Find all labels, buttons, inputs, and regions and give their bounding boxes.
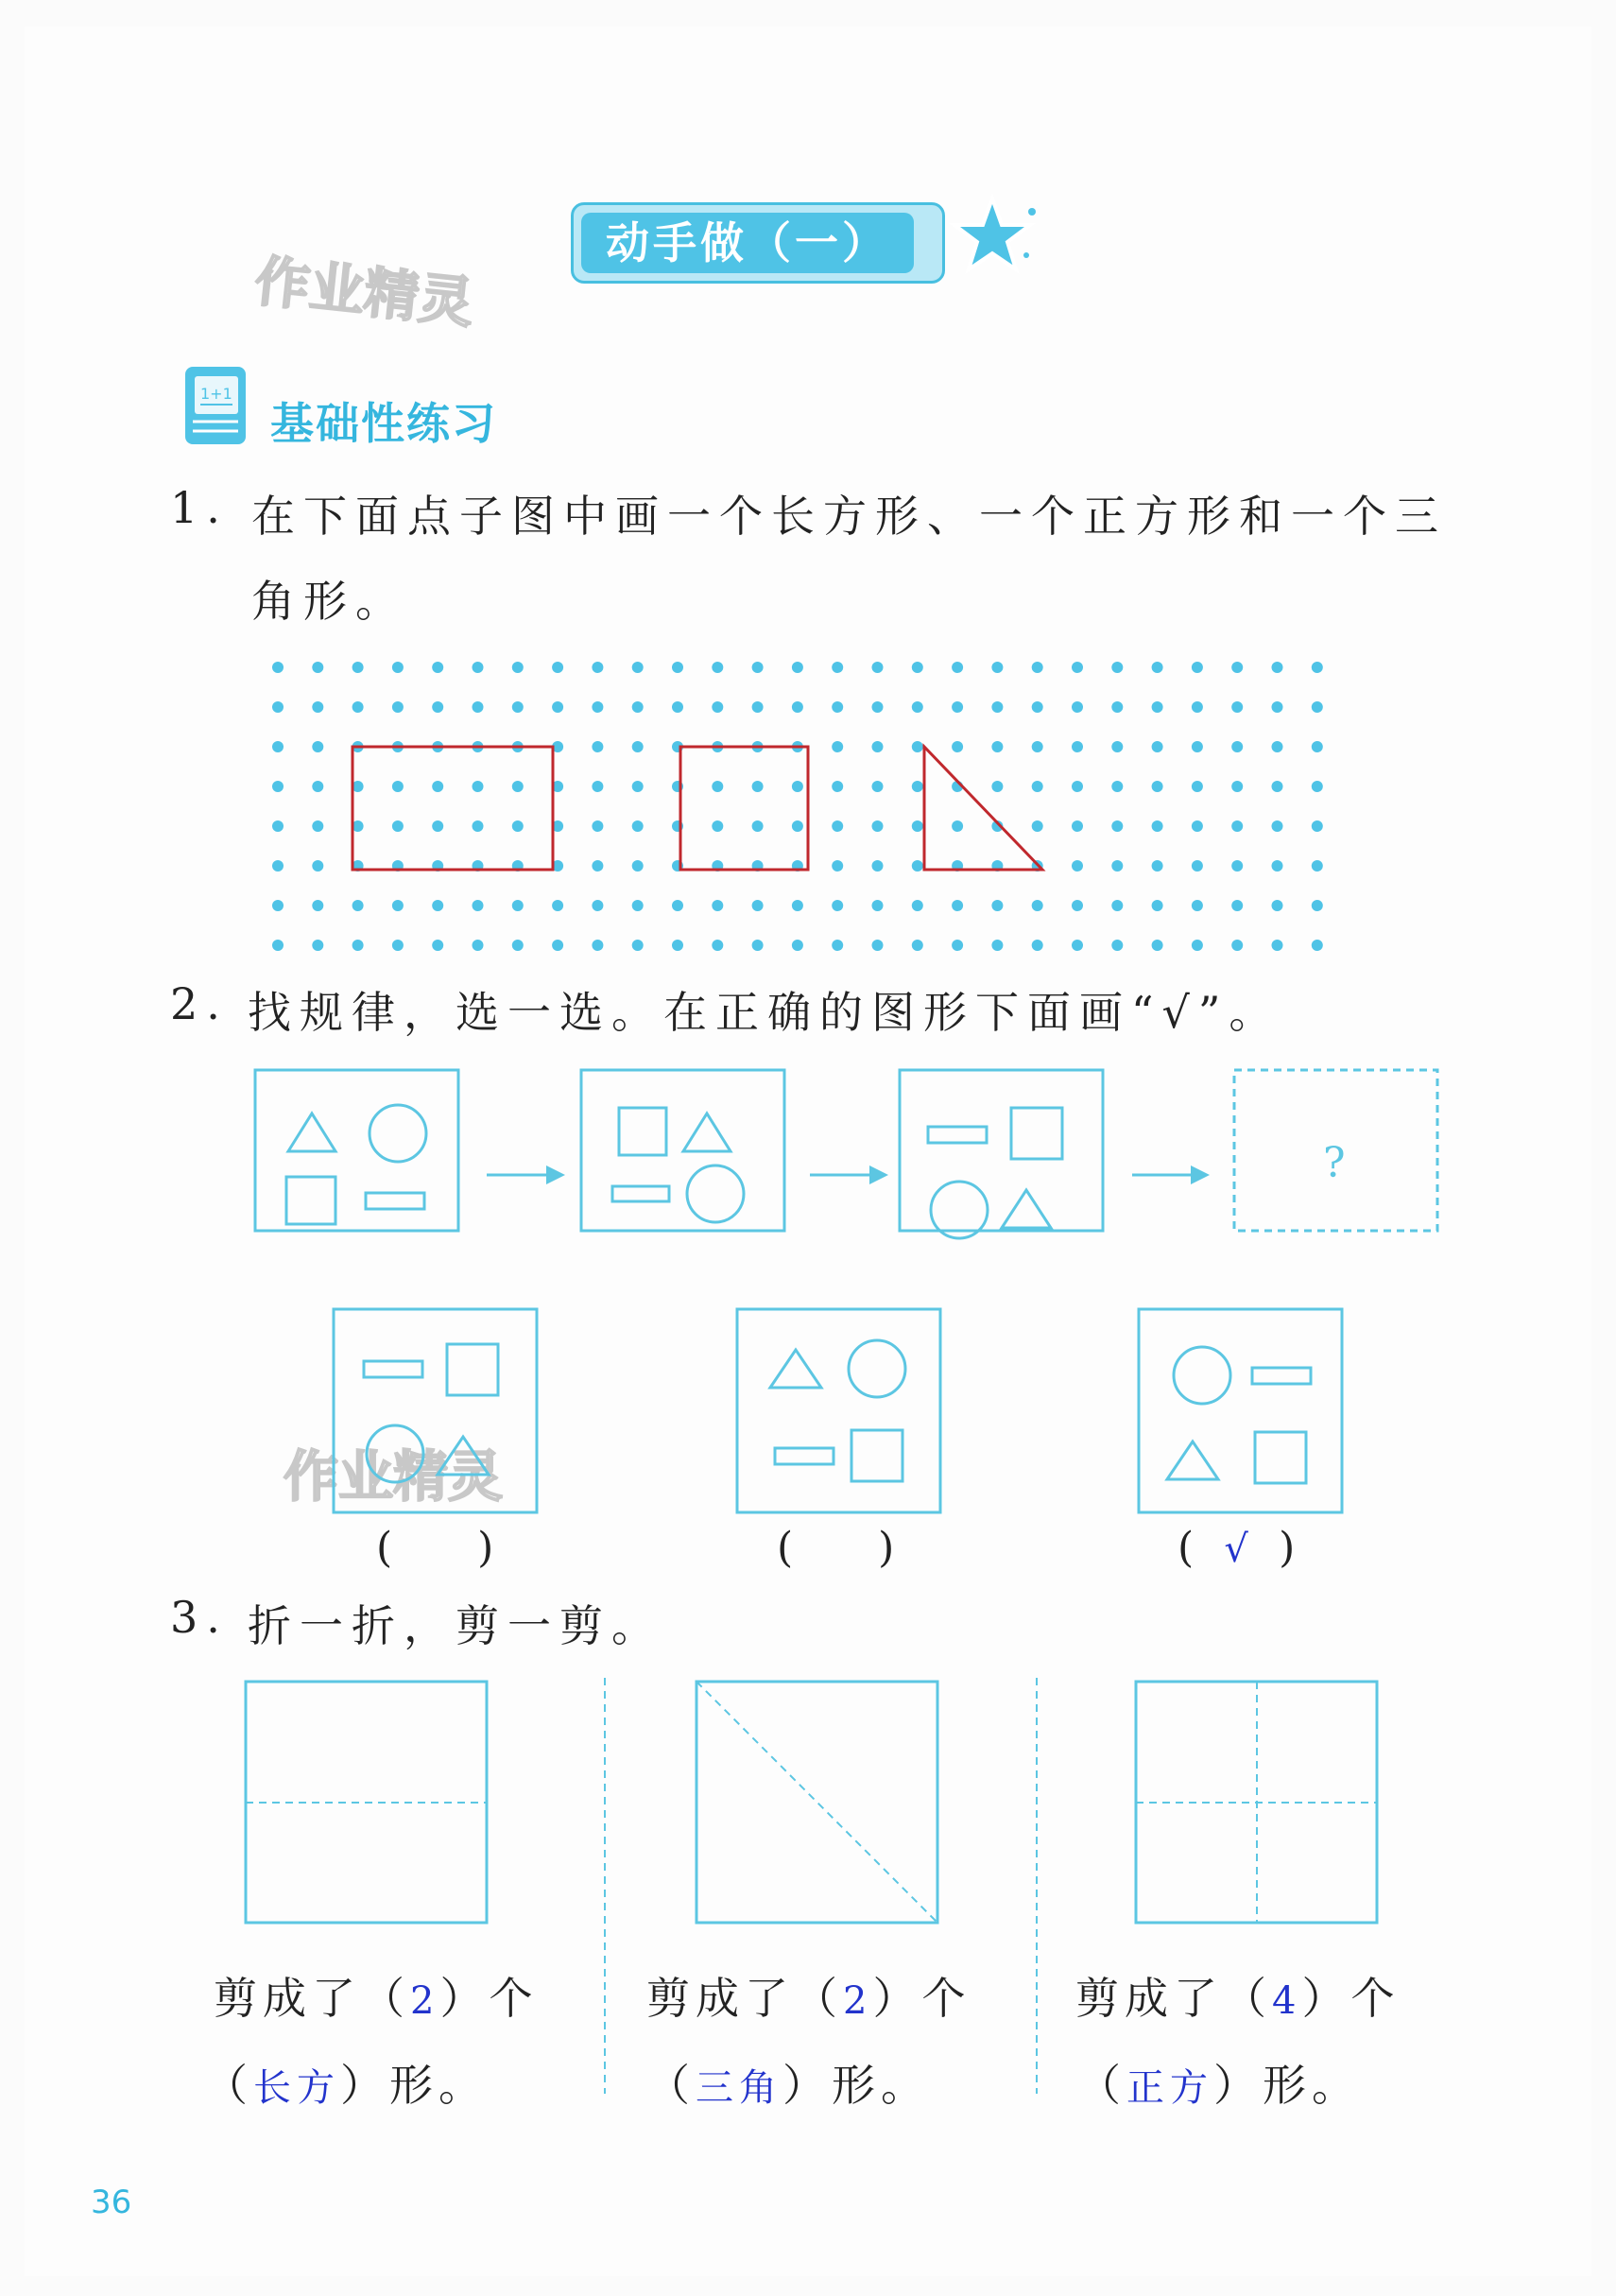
grid-dot bbox=[792, 662, 803, 673]
grid-dot bbox=[432, 781, 443, 792]
grid-dot bbox=[1272, 900, 1283, 911]
drawn-rectangle bbox=[352, 747, 553, 870]
grid-dot bbox=[592, 662, 603, 673]
grid-dot bbox=[1032, 900, 1043, 911]
grid-dot bbox=[272, 820, 284, 832]
grid-dot bbox=[512, 940, 524, 951]
grid-dot bbox=[312, 781, 323, 792]
question2-number: 2. bbox=[170, 978, 229, 1029]
grid-dot bbox=[473, 662, 484, 673]
watermark: 作业精灵 bbox=[284, 1444, 504, 1509]
grid-dot bbox=[952, 662, 963, 673]
grid-dot bbox=[872, 900, 884, 911]
grid-dot bbox=[272, 860, 284, 872]
grid-dot bbox=[872, 662, 884, 673]
grid-dot bbox=[792, 701, 803, 713]
grid-dot bbox=[1152, 940, 1163, 951]
grid-dot bbox=[1231, 900, 1243, 911]
grid-dot bbox=[872, 940, 884, 951]
grid-dot bbox=[1231, 781, 1243, 792]
grid-dot bbox=[792, 900, 803, 911]
circle-shape bbox=[370, 1105, 426, 1162]
grid-dot bbox=[632, 741, 644, 752]
grid-dot bbox=[1072, 741, 1083, 752]
grid-dot bbox=[1032, 662, 1043, 673]
grid-dot bbox=[912, 781, 923, 792]
grid-dot bbox=[1192, 820, 1203, 832]
grid-dot bbox=[792, 940, 803, 951]
watermark: 作业精灵 bbox=[251, 249, 477, 336]
grid-dot bbox=[432, 940, 443, 951]
fold-answer-1-line1: 剪成了（2）个 bbox=[214, 1973, 539, 2024]
grid-dot bbox=[832, 900, 843, 911]
grid-dot bbox=[1272, 662, 1283, 673]
grid-dot bbox=[712, 662, 723, 673]
grid-dot bbox=[1312, 701, 1323, 713]
grid-dot bbox=[872, 741, 884, 752]
grid-dot bbox=[712, 940, 723, 951]
grid-dot bbox=[552, 701, 563, 713]
grid-dot bbox=[672, 701, 683, 713]
grid-dot bbox=[832, 820, 843, 832]
grid-dot bbox=[352, 662, 364, 673]
grid-dot bbox=[432, 820, 443, 832]
grid-dot bbox=[1272, 741, 1283, 752]
grid-dot bbox=[512, 781, 524, 792]
grid-dot bbox=[1312, 940, 1323, 951]
fold-answer-3-line2: （正方）形。 bbox=[1077, 2060, 1361, 2111]
choice-box[interactable] bbox=[334, 1309, 537, 1512]
grid-dot bbox=[392, 781, 404, 792]
grid-dot bbox=[672, 662, 683, 673]
grid-dot bbox=[272, 741, 284, 752]
grid-dot bbox=[1312, 900, 1323, 911]
grid-dot bbox=[312, 820, 323, 832]
grid-dot bbox=[512, 701, 524, 713]
grid-dot bbox=[912, 860, 923, 872]
question2-text: 找规律，选一选。在正确的图形下面画“√”。 bbox=[248, 987, 1281, 1038]
grid-dot bbox=[632, 820, 644, 832]
grid-dot bbox=[1152, 820, 1163, 832]
grid-dot bbox=[352, 701, 364, 713]
page-title: 动手做（一） bbox=[581, 213, 914, 273]
triangle-shape bbox=[683, 1113, 731, 1151]
page-number: 36 bbox=[91, 2184, 132, 2221]
grid-dot bbox=[712, 781, 723, 792]
grid-dot bbox=[1072, 940, 1083, 951]
grid-dot bbox=[1192, 940, 1203, 951]
bar-shape bbox=[364, 1361, 422, 1377]
grid-dot bbox=[473, 900, 484, 911]
circle-shape bbox=[367, 1425, 423, 1482]
grid-dot bbox=[1032, 741, 1043, 752]
grid-dot bbox=[872, 701, 884, 713]
question1-text-cont: 角形。 bbox=[251, 576, 407, 627]
grid-dot bbox=[672, 900, 683, 911]
grid-dot bbox=[752, 701, 764, 713]
grid-dot bbox=[1231, 741, 1243, 752]
grid-dot bbox=[1072, 662, 1083, 673]
fold-line bbox=[696, 1682, 937, 1923]
grid-dot bbox=[473, 940, 484, 951]
grid-dot bbox=[991, 741, 1003, 752]
grid-dot bbox=[952, 741, 963, 752]
grid-dot bbox=[912, 940, 923, 951]
icon-label: 1+1 bbox=[200, 385, 232, 403]
unknown-mark: ? bbox=[1323, 1139, 1346, 1187]
grid-dot bbox=[473, 701, 484, 713]
grid-dot bbox=[872, 781, 884, 792]
notebook-icon bbox=[180, 363, 255, 448]
choice-box[interactable] bbox=[737, 1309, 940, 1512]
grid-dot bbox=[1032, 940, 1043, 951]
grid-dot bbox=[632, 860, 644, 872]
grid-dot bbox=[1072, 781, 1083, 792]
grid-dot bbox=[352, 940, 364, 951]
grid-dot bbox=[432, 662, 443, 673]
grid-dot bbox=[712, 900, 723, 911]
answer-shape[interactable]: 三角 bbox=[696, 2066, 782, 2110]
grid-dot bbox=[552, 900, 563, 911]
grid-dot bbox=[912, 741, 923, 752]
grid-dot bbox=[1192, 701, 1203, 713]
bar-shape bbox=[366, 1193, 424, 1209]
grid-dot bbox=[912, 662, 923, 673]
bar-shape bbox=[612, 1186, 669, 1201]
triangle-shape bbox=[1167, 1441, 1218, 1479]
title-banner bbox=[571, 202, 945, 284]
arrow-head-icon bbox=[546, 1165, 565, 1184]
grid-dot bbox=[272, 940, 284, 951]
drawn-triangle bbox=[924, 747, 1042, 870]
grid-dot bbox=[1312, 820, 1323, 832]
grid-dot bbox=[832, 940, 843, 951]
fold-answer-2-line1: 剪成了（2）个 bbox=[646, 1973, 971, 2024]
grid-dot bbox=[952, 701, 963, 713]
grid-dot bbox=[1152, 701, 1163, 713]
grid-dot bbox=[1111, 900, 1123, 911]
grid-dot bbox=[1192, 662, 1203, 673]
grid-dot bbox=[1072, 701, 1083, 713]
grid-dot bbox=[432, 900, 443, 911]
question3-number: 3. bbox=[170, 1592, 229, 1643]
grid-dot bbox=[1032, 820, 1043, 832]
choice-b-answer[interactable]: ( ) bbox=[777, 1524, 895, 1572]
fold-figures bbox=[236, 1668, 1408, 2103]
grid-dot bbox=[272, 781, 284, 792]
grid-dot bbox=[312, 860, 323, 872]
fold-answer-3-line1: 剪成了（4）个 bbox=[1075, 1973, 1401, 2024]
grid-dot bbox=[473, 781, 484, 792]
grid-dot bbox=[1231, 701, 1243, 713]
grid-dot bbox=[872, 820, 884, 832]
grid-dot bbox=[1072, 820, 1083, 832]
grid-dot bbox=[1272, 860, 1283, 872]
square-shape bbox=[1011, 1108, 1062, 1159]
square-shape bbox=[286, 1177, 335, 1224]
grid-dot bbox=[1111, 701, 1123, 713]
grid-dot bbox=[712, 820, 723, 832]
bar-shape bbox=[928, 1127, 987, 1143]
grid-dot bbox=[792, 820, 803, 832]
grid-dot bbox=[1231, 860, 1243, 872]
grid-dot bbox=[912, 900, 923, 911]
grid-dot bbox=[592, 940, 603, 951]
grid-dot bbox=[752, 900, 764, 911]
grid-dot bbox=[1152, 741, 1163, 752]
grid-dot bbox=[832, 701, 843, 713]
grid-dot bbox=[1312, 741, 1323, 752]
grid-dot bbox=[752, 940, 764, 951]
grid-dot bbox=[632, 781, 644, 792]
grid-dot bbox=[991, 781, 1003, 792]
grid-dot bbox=[632, 701, 644, 713]
triangle-shape bbox=[1002, 1190, 1051, 1228]
grid-dot bbox=[1192, 900, 1203, 911]
answer-count[interactable]: 2 bbox=[843, 1979, 873, 2023]
grid-dot bbox=[1272, 940, 1283, 951]
grid-dot bbox=[312, 900, 323, 911]
grid-dot bbox=[832, 741, 843, 752]
grid-dot bbox=[991, 900, 1003, 911]
answer-shape[interactable]: 长方 bbox=[253, 2066, 340, 2110]
grid-dot bbox=[1111, 781, 1123, 792]
triangle-shape bbox=[770, 1350, 821, 1388]
grid-dot bbox=[752, 781, 764, 792]
choice-box[interactable] bbox=[1139, 1309, 1342, 1512]
drawn-square bbox=[680, 747, 808, 870]
fold-answer-1-line2: （长方）形。 bbox=[204, 2060, 488, 2111]
bar-shape bbox=[1252, 1368, 1311, 1384]
grid-dot bbox=[312, 741, 323, 752]
grid-dot bbox=[752, 820, 764, 832]
grid-dot bbox=[991, 701, 1003, 713]
grid-dot bbox=[312, 701, 323, 713]
grid-dot bbox=[592, 820, 603, 832]
grid-dot bbox=[1111, 662, 1123, 673]
circle-shape bbox=[687, 1165, 744, 1222]
grid-dot bbox=[1231, 662, 1243, 673]
grid-dot bbox=[1152, 900, 1163, 911]
grid-dot bbox=[1312, 662, 1323, 673]
circle-shape bbox=[849, 1340, 905, 1397]
grid-dot bbox=[952, 820, 963, 832]
dot-grid bbox=[265, 652, 1351, 964]
grid-dot bbox=[512, 820, 524, 832]
pattern-figures bbox=[246, 1059, 1455, 1522]
grid-dot bbox=[392, 820, 404, 832]
grid-dot bbox=[592, 781, 603, 792]
grid-dot bbox=[352, 900, 364, 911]
choice-c-answer[interactable]: ( √ ) bbox=[1178, 1524, 1296, 1572]
grid-dot bbox=[912, 820, 923, 832]
grid-dot bbox=[473, 820, 484, 832]
grid-dot bbox=[832, 860, 843, 872]
square-shape bbox=[447, 1344, 498, 1395]
grid-dot bbox=[272, 900, 284, 911]
star-icon bbox=[945, 189, 1040, 284]
grid-dot bbox=[1111, 741, 1123, 752]
grid-dot bbox=[872, 860, 884, 872]
grid-dot bbox=[632, 662, 644, 673]
grid-dot bbox=[272, 662, 284, 673]
grid-dot bbox=[752, 662, 764, 673]
grid-dot bbox=[592, 900, 603, 911]
grid-dot bbox=[592, 701, 603, 713]
grid-dot bbox=[512, 900, 524, 911]
question1-text: 在下面点子图中画一个长方形、一个正方形和一个三 bbox=[251, 491, 1447, 542]
grid-dot bbox=[991, 662, 1003, 673]
grid-dot bbox=[1152, 781, 1163, 792]
grid-dot bbox=[1152, 860, 1163, 872]
grid-dot bbox=[432, 701, 443, 713]
grid-dot bbox=[1231, 820, 1243, 832]
grid-dot bbox=[392, 662, 404, 673]
grid-dot bbox=[1072, 860, 1083, 872]
grid-dot bbox=[312, 662, 323, 673]
grid-dot bbox=[512, 662, 524, 673]
answer-count[interactable]: 2 bbox=[410, 1979, 440, 2023]
grid-dot bbox=[552, 940, 563, 951]
square-shape bbox=[619, 1108, 666, 1155]
circle-shape bbox=[1174, 1347, 1230, 1404]
grid-dot bbox=[1111, 820, 1123, 832]
grid-dot bbox=[1231, 940, 1243, 951]
grid-dot bbox=[832, 662, 843, 673]
grid-dot bbox=[672, 940, 683, 951]
grid-dot bbox=[392, 940, 404, 951]
grid-dot bbox=[1192, 781, 1203, 792]
grid-dot bbox=[712, 701, 723, 713]
grid-dot bbox=[792, 781, 803, 792]
grid-dot bbox=[592, 741, 603, 752]
section-heading: 基础性练习 bbox=[270, 398, 497, 449]
grid-dot bbox=[632, 900, 644, 911]
grid-dot bbox=[1312, 781, 1323, 792]
grid-dot bbox=[952, 940, 963, 951]
triangle-shape bbox=[288, 1113, 335, 1151]
fold-answer-2-line2: （三角）形。 bbox=[646, 2060, 930, 2111]
grid-dot bbox=[1272, 781, 1283, 792]
grid-dot bbox=[832, 781, 843, 792]
arrow-head-icon bbox=[1191, 1165, 1210, 1184]
fold-square-diagonal bbox=[696, 1682, 937, 1923]
question3-text: 折一折，剪一剪。 bbox=[248, 1600, 663, 1651]
grid-dot bbox=[1272, 701, 1283, 713]
grid-dot bbox=[1111, 940, 1123, 951]
grid-dot bbox=[991, 940, 1003, 951]
square-shape bbox=[1255, 1432, 1306, 1483]
grid-dot bbox=[1032, 701, 1043, 713]
grid-dot bbox=[592, 860, 603, 872]
grid-dot bbox=[552, 662, 563, 673]
square-shape bbox=[851, 1430, 903, 1481]
grid-dot bbox=[1072, 900, 1083, 911]
grid-dot bbox=[952, 900, 963, 911]
grid-dot bbox=[272, 701, 284, 713]
grid-dot bbox=[392, 701, 404, 713]
answer-count[interactable]: 4 bbox=[1272, 1979, 1302, 2023]
grid-dot bbox=[1111, 860, 1123, 872]
grid-dot bbox=[1192, 860, 1203, 872]
bar-shape bbox=[775, 1448, 834, 1464]
grid-dot bbox=[1192, 741, 1203, 752]
grid-dot bbox=[1272, 820, 1283, 832]
grid-dot bbox=[1032, 781, 1043, 792]
question1-number: 1. bbox=[170, 482, 229, 533]
triangle-shape bbox=[438, 1437, 489, 1475]
grid-dot bbox=[632, 940, 644, 951]
choice-a-answer[interactable]: ( ) bbox=[376, 1524, 494, 1572]
grid-dot bbox=[312, 940, 323, 951]
grid-dot bbox=[1312, 860, 1323, 872]
grid-dot bbox=[912, 701, 923, 713]
grid-dot bbox=[392, 900, 404, 911]
answer-shape[interactable]: 正方 bbox=[1126, 2066, 1213, 2110]
arrow-head-icon bbox=[869, 1165, 888, 1184]
grid-dot bbox=[1152, 662, 1163, 673]
